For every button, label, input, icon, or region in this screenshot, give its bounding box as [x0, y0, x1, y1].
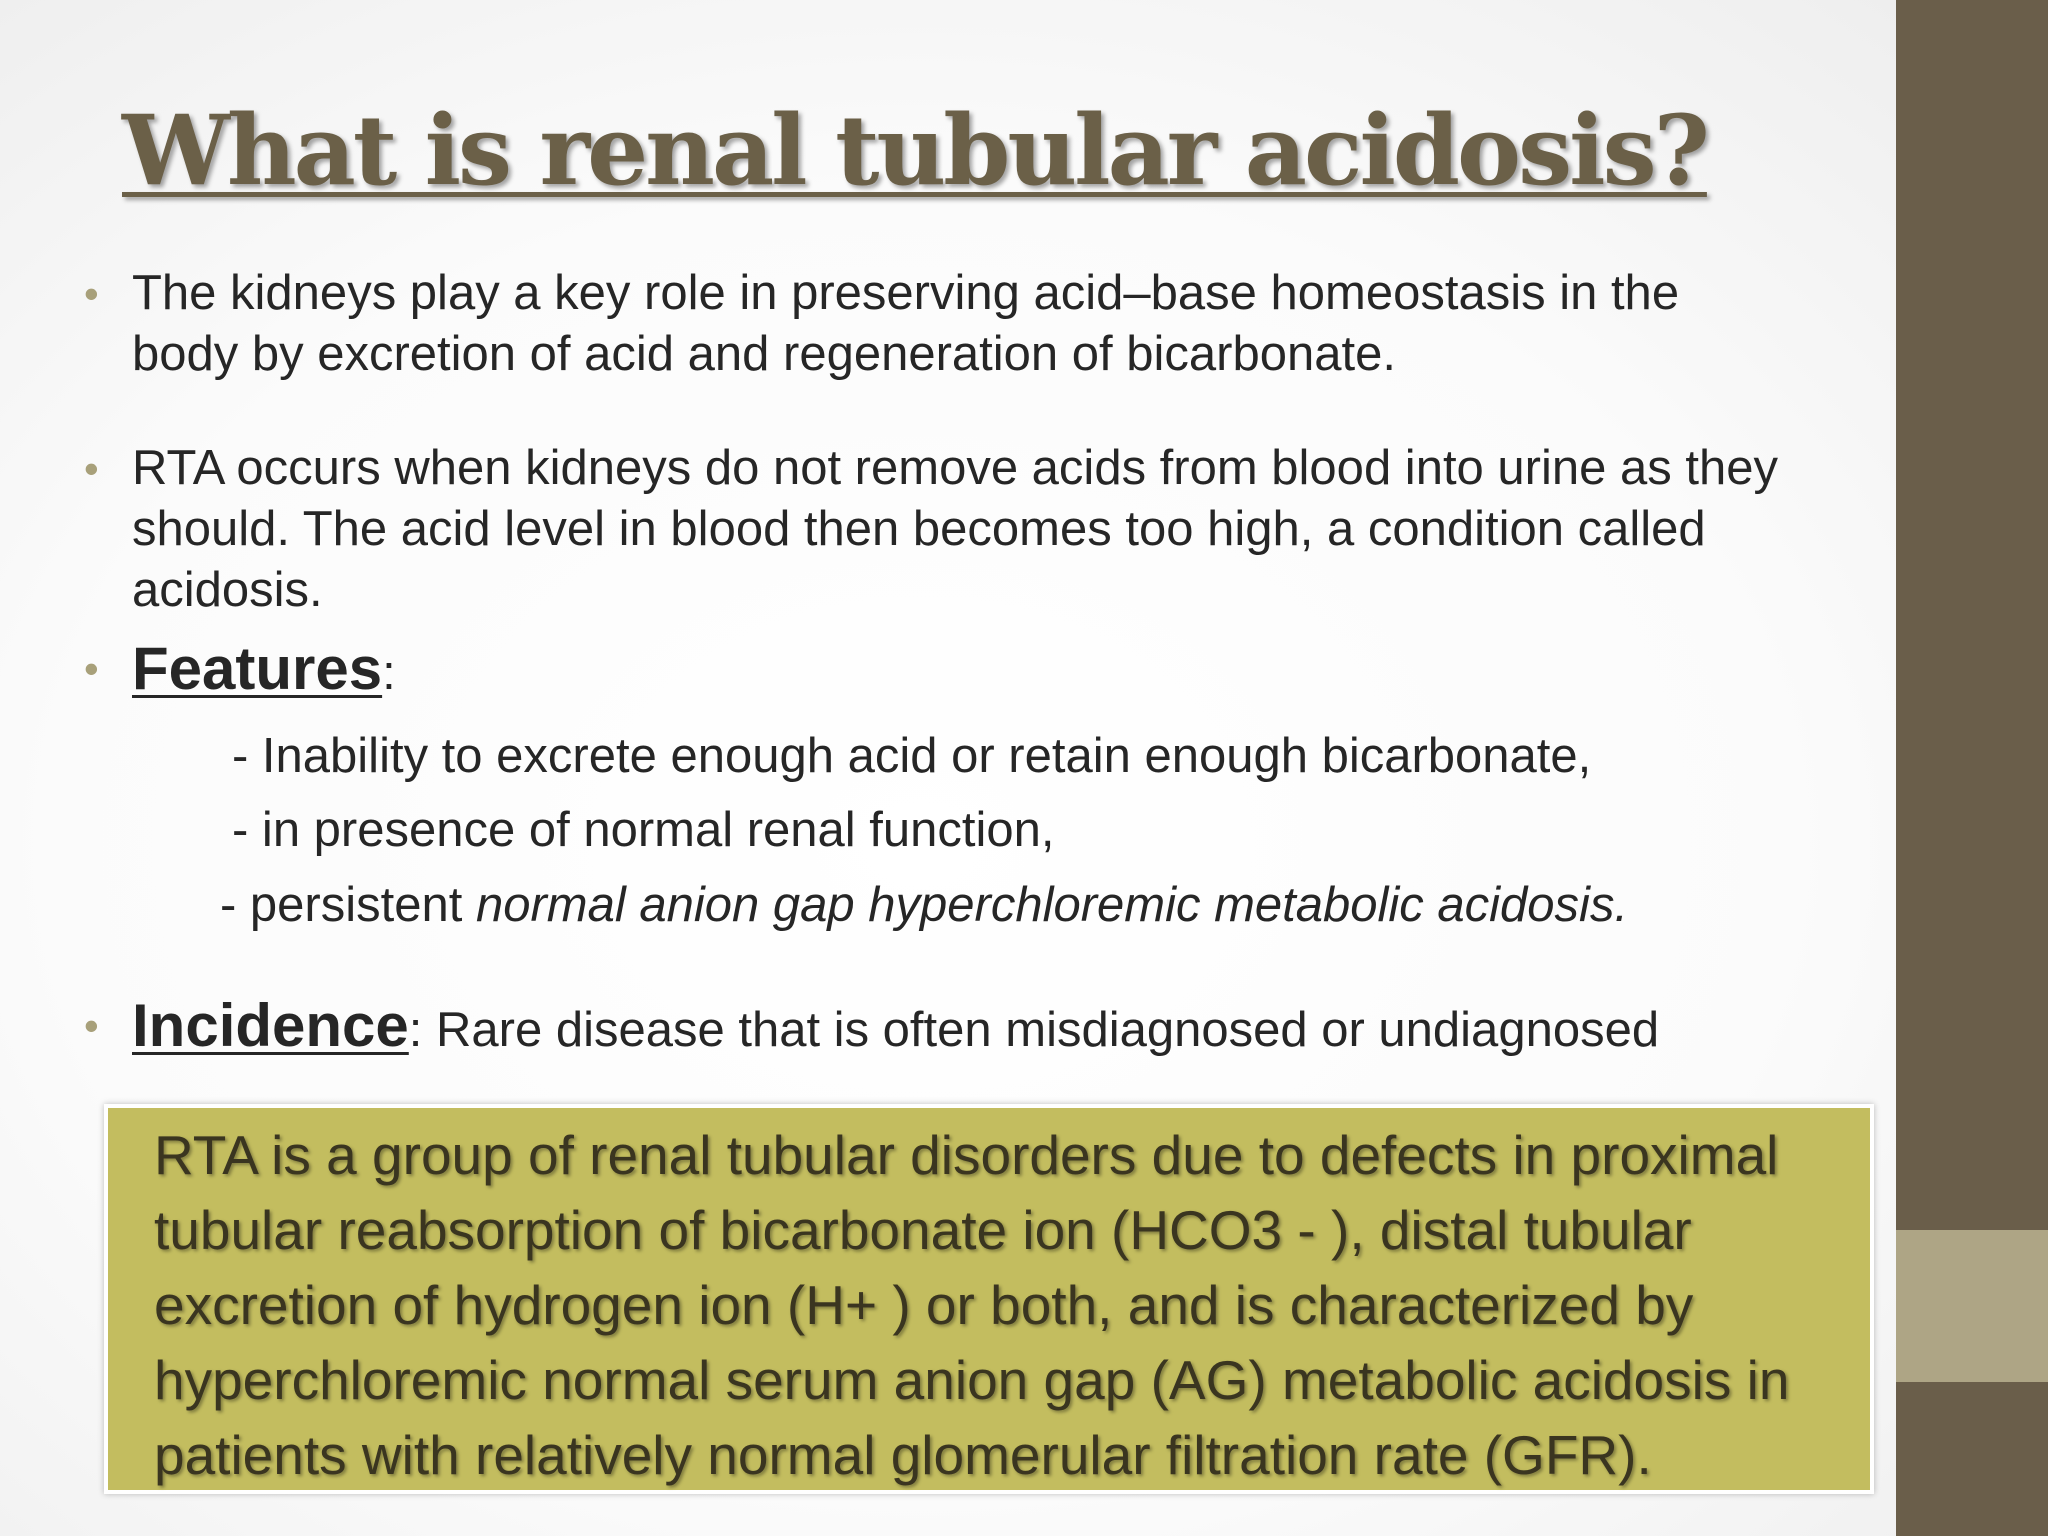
feature-line-italic: normal anion gap hyperchloremic metabolic acidosis. [475, 878, 1629, 932]
bullet-dot-icon: • [84, 645, 99, 692]
features-colon: : [382, 646, 396, 700]
feature-line: - in presence of normal renal function, [232, 803, 1055, 857]
incidence-text: : Rare disease that is often misdiagnosed or undiagnosed [408, 1003, 1660, 1057]
bullet-rta-definition [84, 438, 1792, 621]
features-heading: Features [132, 635, 383, 702]
bullet-dot-icon: • [84, 270, 99, 317]
bullet-dot-icon: • [84, 445, 99, 492]
bullet-text: The kidneys play a key role in preserving acid–base homeostasis in the body by excretion of acid and regeneration of bicarbonate. [132, 266, 1680, 381]
incidence-heading: Incidence [132, 992, 409, 1059]
feature-line: - Inability to excrete enough acid or retain enough bicarbonate, [232, 729, 1592, 783]
bullet-kidneys-role [84, 263, 1792, 385]
bullet-text: RTA occurs when kidneys do not remove acids from blood into urine as they should. The acid level in blood then becomes too high, a condition called acidosis. [132, 441, 1778, 617]
feature-line-prefix: - persistent [220, 878, 476, 932]
bullet-incidence [84, 992, 1792, 1061]
bullet-dot-icon: • [84, 1002, 99, 1049]
bullet-features [84, 635, 1792, 704]
definition-callout-box [104, 1104, 1874, 1494]
callout-text: RTA is a group of renal tubular disorders due to defects in proximal tubular reabsorption of bicarbonate ion (HCO3 - ), distal tubular excretion of hydrogen ion (H+ ) or both, and is characterized by hyperchloremic normal serum anion gap (AG) metabolic acidosis in patients with relatively normal glomerular filtration rate (GFR). [154, 1124, 1790, 1486]
sidebar-accent-band [1896, 1230, 2048, 1382]
slide-title: What is renal tubular acidosis? [122, 94, 1707, 207]
feature-line-persistent [220, 875, 1628, 936]
